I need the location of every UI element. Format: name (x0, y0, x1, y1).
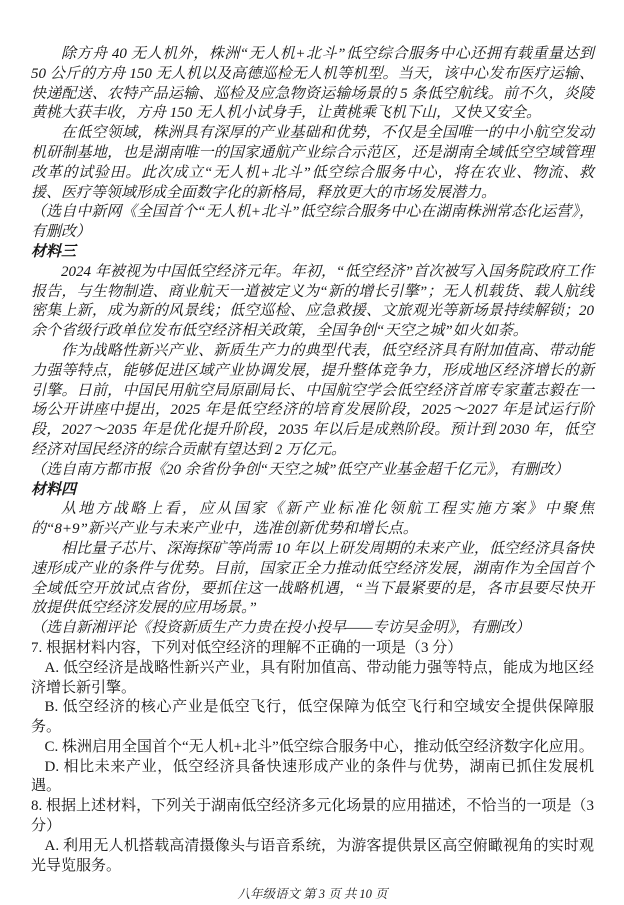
question-7-option-a: A. 低空经济是战略性新兴产业，具有附加值高、带动能力强等特点，能成为地区经济增长新引擎。 (31, 659, 594, 696)
material-paragraph: 在低空领域，株洲具有深厚的产业基础和优势，不仅是全国唯一的中小航空发动机研制基地，也是湖南唯一的国家通航产业综合示范区，还是湖南全域低空空域管理改革的试验田。此次成立“无人机+北斗”低空综合服务中心，将在农业、物流、救援、医疗等领域形成全面数字化的新格局，释放更大的市场发展潜力。 (31, 125, 594, 201)
exam-document-page (31, 45, 594, 905)
page-footer: 八年级语文 第 3 页 共 10 页 (237, 887, 388, 902)
material-three-heading: 材料三 (31, 243, 77, 260)
material-paragraph: 从地方战略上看，应从国家《新产业标准化领航工程实施方案》中聚焦的“8+9”新兴产业与未来产业中，选准创新优势和增长点。 (31, 501, 594, 538)
question-7-option-c: C. 株洲启用全国首个“无人机+北斗”低空综合服务中心，推动低空经济数字化应用。 (44, 738, 594, 755)
source-citation: （选自南方都市报《20 余省份争创“天空之城”低空产业基金超千亿元》，有删改） (31, 461, 569, 478)
material-paragraph: 作为战略性新兴产业、新质生产力的典型代表，低空经济具有附加值高、带动能力强等特点，能够促进区域产业协调发展，提升整体竞争力，形成地区经济增长的新引擎。日前，中国民用航空局原副局长、中国航空学会低空经济首席专家董志毅在一场公开讲座中提出，2025 年是低空经济的培育发展阶段，2025～2027 年是试运行阶段，2027～2035 年是优化提升阶段，2035 年以后是成熟阶段。预计到 2030 年，低空经济对国民经济的综合贡献有望达到 2 万亿元。 (31, 342, 594, 458)
question-8-stem: 8. 根据上述材料，下列关于湖南低空经济多元化场景的应用描述，不恰当的一项是（3 分） (31, 798, 594, 835)
question-7-option-d: D. 相比未来产业，低空经济具备快速形成产业的条件与优势，湖南已抓住发展机遇。 (31, 758, 594, 795)
question-7-stem: 7. 根据材料内容，下列对低空经济的理解不正确的一项是（3 分） (31, 639, 463, 656)
source-citation: （选自中新网《全国首个“无人机+北斗”低空综合服务中心在湖南株洲常态化运营》，有删改） (31, 204, 594, 241)
material-paragraph: 2024 年被视为中国低空经济元年。年初，“低空经济”首次被写入国务院政府工作报告，与生物制造、商业航天一道被定义为“新的增长引擎”；无人机载货、载人航线密集上新，成为新的风景线；低空巡检、应急救援、文旅观光等新场景持续解锁；20 余个省级行政单位发布低空经济相关政策，全国争创“天空之城”如火如荼。 (31, 263, 594, 340)
material-paragraph: 除方舟 40 无人机外，株洲“无人机+北斗”低空综合服务中心还拥有载重量达到 50 公斤的方舟 150 无人机以及高德巡检无人机等机型。当天，该中心发布医疗运输、快递配送、农特产品运输、巡检及应急物资运输场景的 5 条低空航线。前不久，炎陵黄桃大获丰收，方舟 150 无人机小试身手，让黄桃乘飞机下山，又快又安全。 (31, 46, 594, 122)
material-four-heading: 材料四 (31, 481, 77, 498)
question-7-option-b: B. 低空经济的核心产业是低空飞行，低空保障为低空飞行和空域安全提供保障服务。 (31, 699, 594, 736)
material-paragraph: 相比量子芯片、深海探矿等尚需 10 年以上研发周期的未来产业，低空经济具备快速形成产业的条件与优势。目前，国家正全力推动低空经济发展，湖南作为全国首个全域低空开放试点省份，要抓住这一战略机遇，“当下最紧要的是，各市县要尽快开放提供低空经济发展的应用场景。” (31, 540, 594, 617)
question-8-option-a: A. 利用无人机搭载高清摄像头与语音系统，为游客提供景区高空俯瞰视角的实时观光导览服务。 (31, 837, 594, 874)
source-citation: （选自新湘评论《投资新质生产力贵在投小投早——专访吴金明》，有删改） (31, 620, 531, 637)
